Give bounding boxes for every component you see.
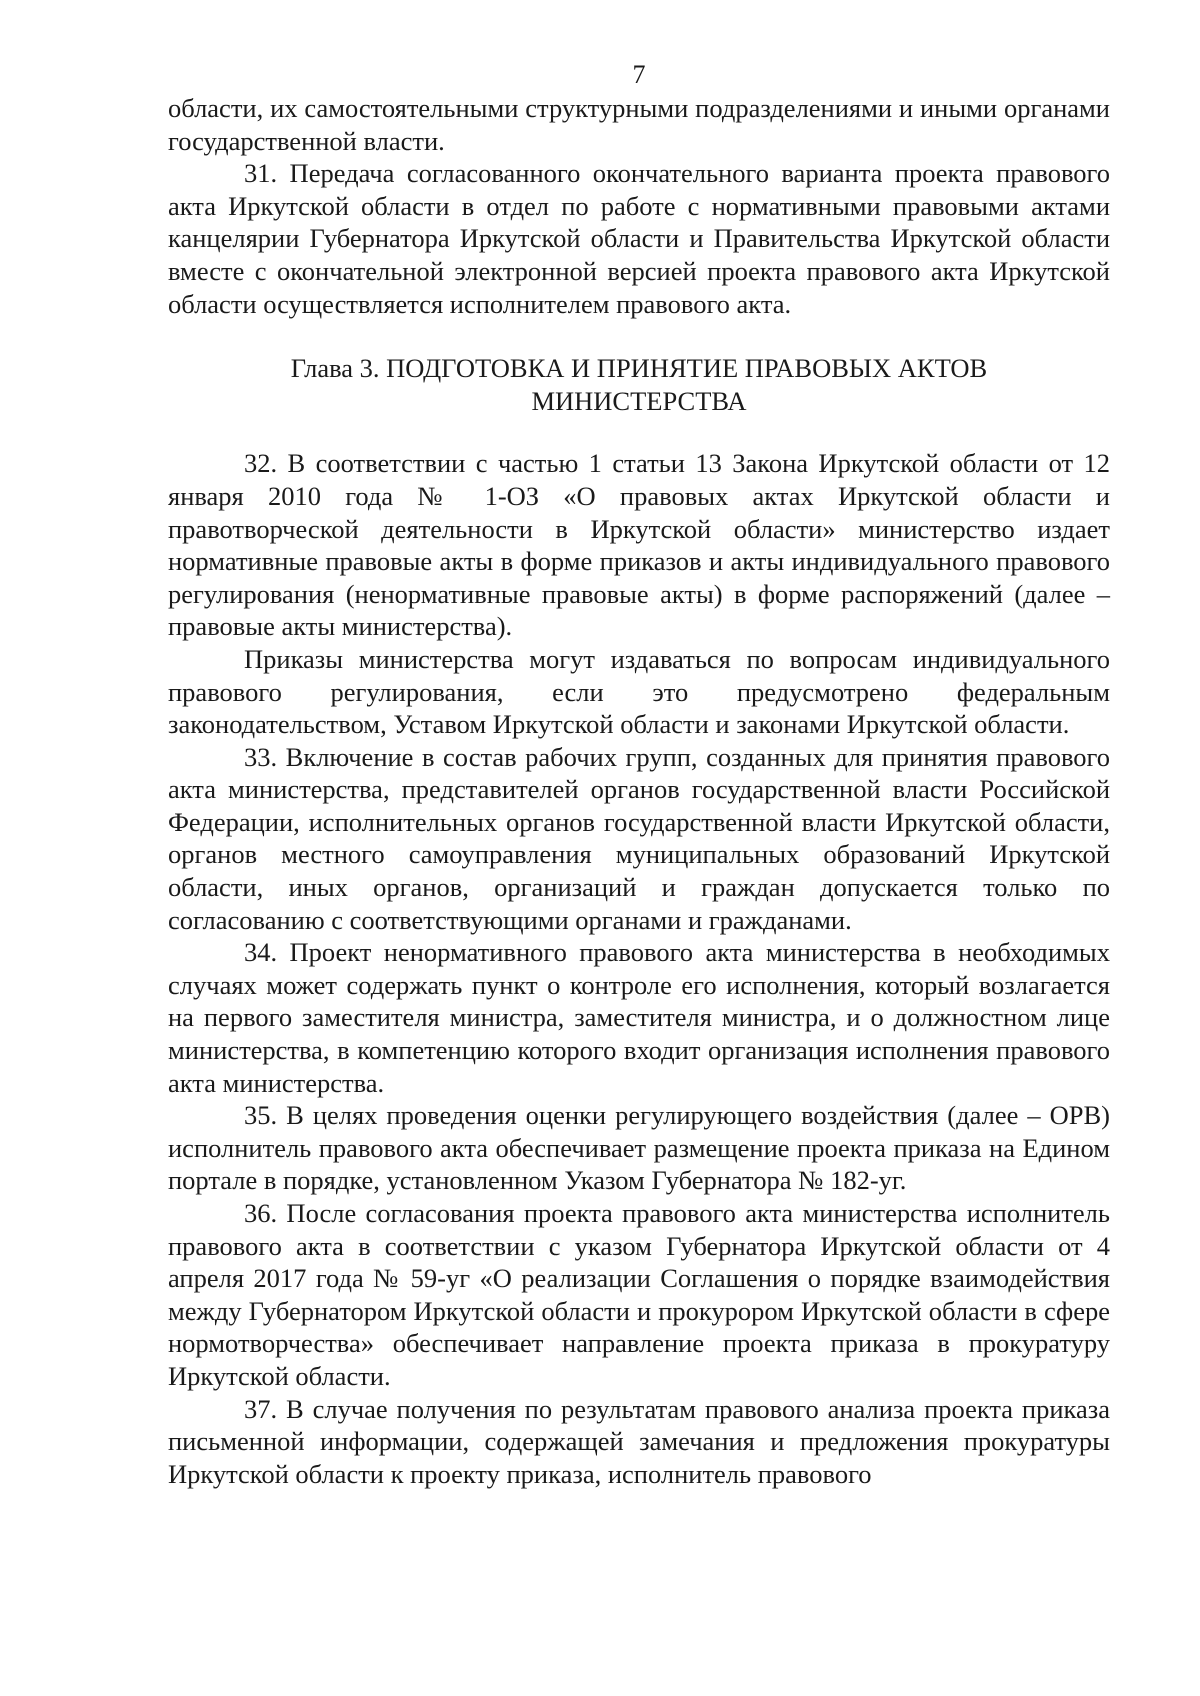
paragraph-34: 34. Проект ненормативного правового акта министерства в необходимых случаях может содержать пункт о контроле его исполнения, который возлагается на первого заместителя министра, заместителя министра, и о должностном лице министерства, в компетенцию которого входит организация исполнения правового акта министерства. — [168, 937, 1110, 1098]
paragraph-32: 32. В соответствии с частью 1 статьи 13 Закона Иркутской области от 12 января 2010 года № 1-ОЗ «О правовых актах Иркутской области и правотворческой деятельности в Иркутской области» министерство издает нормативные правовые акты в форме приказов и акты индивидуального правового регулирования (ненормативные правовые акты) в форме распоряжений (далее – правовые акты министерства). — [168, 448, 1110, 642]
paragraph-36: 36. После согласования проекта правового акта министерства исполнитель правового акта в соответствии с указом Губернатора Иркутской области от 4 апреля 2017 года № 59-уг «О реализации Соглашения о порядке взаимодействия между Губернатором Иркутской области и прокурором Иркутской области в сфере нормотворчества» обеспечивает направление проекта приказа в прокуратуру Иркутской области. — [168, 1198, 1110, 1391]
chapter-heading — [168, 352, 1110, 417]
chapter-heading-line-2: МИНИСТЕРСТВА — [531, 385, 747, 416]
paragraph-31: 31. Передача согласованного окончательного варианта проекта правового акта Иркутской области в отдел по работе с нормативными правовыми актами канцелярии Губернатора Иркутской области и Правительства Иркутской области вместе с окончательной электронной версией проекта правового акта Иркутской области осуществляется исполнителем правового акта. — [168, 158, 1110, 319]
paragraph-37: 37. В случае получения по результатам правового анализа проекта приказа письменной информации, содержащей замечания и предложения прокуратуры Иркутской области к проекту приказа, исполнитель правового — [168, 1393, 1110, 1489]
paragraph-continuation: области, их самостоятельными структурными подразделениями и иными органами государственной власти. — [168, 93, 1110, 156]
paragraph-32-continued: Приказы министерства могут издаваться по вопросам индивидуального правового регулирования, если это предусмотрено федеральным законодательством, Уставом Иркутской области и законами Иркутской области. — [168, 643, 1110, 740]
chapter-heading-line-1: Глава 3. ПОДГОТОВКА И ПРИНЯТИЕ ПРАВОВЫХ АКТОВ — [290, 353, 988, 384]
paragraph-33: 33. Включение в состав рабочих групп, созданных для принятия правового акта министерства, представителей органов государственной власти Российской Федерации, исполнительных органов государственной власти Иркутской области, органов местного самоуправления муниципальных образований Иркутской области, иных органов, организаций и граждан допускается только по согласованию с соответствующими органами и гражданами. — [168, 741, 1110, 935]
document-page — [168, 60, 1110, 1490]
paragraph-35: 35. В целях проведения оценки регулирующего воздействия (далее – ОРВ) исполнитель правового акта обеспечивает размещение проекта приказа на Едином портале в порядке, установленном Указом Губернатора № 182-уг. — [168, 1100, 1110, 1196]
page-number: 7 — [632, 60, 646, 89]
